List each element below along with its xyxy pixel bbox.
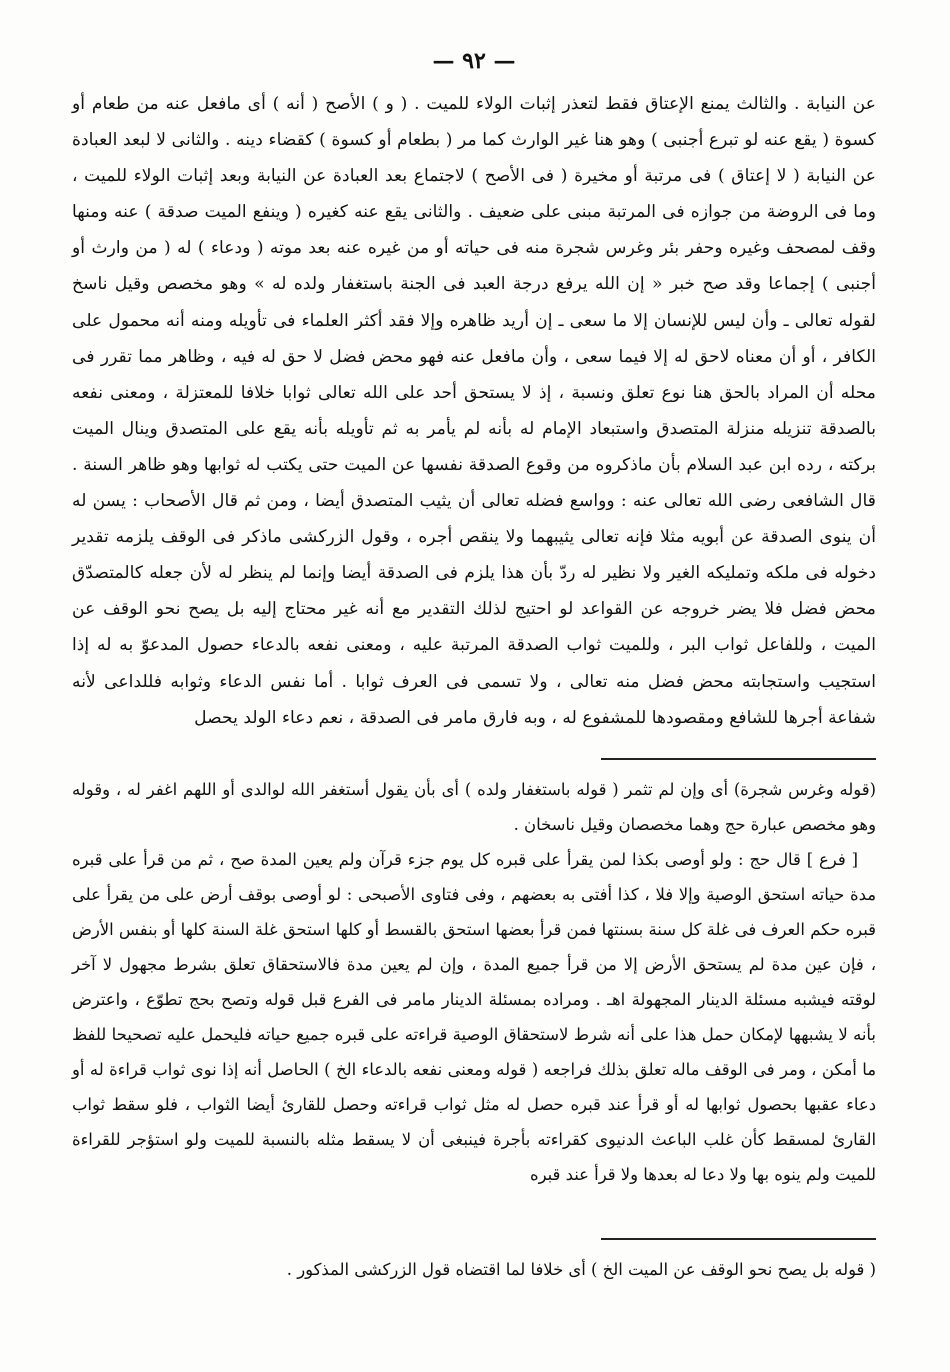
main-text (72, 86, 876, 736)
commentary-section-1 (72, 772, 876, 1192)
commentary-section-2 (72, 1252, 876, 1287)
page-number: — ٩٢ — (432, 48, 516, 74)
footnote-separator (601, 758, 876, 760)
main-paragraph: عن النيابة . والثالث يمنع الإعتاق فقط لتعذر إثبات الولاء للميت . ( و ) الأصح ( أنه ) أى مافعل عنه من طعام أو كسوة ( يقع عنه لو تبرع أجنبى ) وهو هنا غير الوارث كما مر ( بطعام أو كسوة ) كقضاء دينه . والثانى لا لبعد العبادة عن النيابة ( لا إعتاق ) فى مرتبة أو مخيرة ( فى الأصح ) لاجتماع بعد العبادة عن النيابة وبعد إثبات الولاء للميت ، وما فى الروضة من جوازه فى المرتبة مبنى على ضعيف . والثانى يقع عنه كغيره ( وينفع الميت صدقة ) عنه ومنها وقف لمصحف وغيره وحفر بئر وغرس شجرة منه فى حياته أو من غيره عنه بعد موته ( ودعاء ) له ( من وارث أو أجنبى ) إجماعا وقد صح خبر « إن الله يرفع درجة العبد فى الجنة باستغفار ولده له » وهو مخصص وقيل ناسخ لقوله تعالى ـ وأن ليس للإنسان إلا ما سعى ـ إن أريد ظاهره وإلا فقد أكثر العلماء فى تأويله ومنه أنه محمول على الكافر ، أو أن معناه لاحق له إلا فيما سعى ، وأن مافعل عنه فهو محض فضل لا حق له فيه ، وظاهر مما تقرر فى محله أن المراد بالحق هنا نوع تعلق ونسبة ، إذ لا يستحق أحد على الله تعالى ثوابا خلافا للمعتزلة ، ومعنى نفعه بالصدقة تنزيله منزلة المتصدق واستبعاد الإمام له بأنه لم يأمر به ثم تأويله بأنه يقع على المتصدق وينال الميت بركته ، رده ابن عبد السلام بأن ماذكروه من وقوع الصدقة نفسها عن الميت حتى يكتب له ثوابها وهو ظاهر السنة . قال الشافعى رضى الله تعالى عنه : وواسع فضله تعالى أن يثيب المتصدق أيضا ، ومن ثم قال الأصحاب : يسن له أن ينوى الصدقة عن أبويه مثلا فإنه تعالى يثيبهما ولا ينقص أجره ، وقول الزركشى ماذكر فى الوقف يلزمه تقدير دخوله فى ملكه وتمليكه الغير ولا نظير له ردّ بأن هذا يلزم فى الصدقة أيضا وإنما لم ينظر له لأن جعله كالمتصدّق محض فضل فلا يضر خروجه عن القواعد لو احتيج لذلك التقدير مع أنه غير محتاج إليه بل يصح نحو الوقف عن الميت ، وللفاعل ثواب البر ، وللميت ثواب الصدقة المرتبة عليه ، ومعنى نفعه بالدعاء حصول المدعوّ به له إذا استجيب واستجابته محض فضل منه تعالى ، ولا تسمى فى العرف ثوابا . أما نفس الدعاء وثوابه فللداعى لأنه شفاعة أجرها للشافع ومقصودها للمشفوع له ، وبه فارق مامر فى الصدقة ، نعم دعاء الولد يحصل (72, 94, 876, 728)
commentary-paragraph: [ فرع ] قال حج : ولو أوصى بكذا لمن يقرأ على قبره كل يوم جزء قرآن ولم يعين المدة صح ، ثم من قرأ على قبره مدة حياته استحق الوصية وإلا فلا ، كذا أفتى به بعضهم ، وفى فتاوى الأصبحى : لو أوصى بوقف أرض على من يقرأ على قبره حكم العرف فى غلة كل سنة بسنتها فمن قرأ بعضها استحق بالقسط أو كلها استحق غلة السنة كلها أو بنفس الأرض ، فإن عين مدة لم يستحق الأرض إلا من قرأ جميع المدة ، وإن لم يعين مدة فالاستحقاق تعلق بشرط مجهول لا آخر لوقته فيشبه مسئلة الدينار المجهولة اهـ . ومراده بمسئلة الدينار مامر فى الفرع قبل قوله وتصح بحج تطوّع ، واعترض بأنه لا يشبهها لإمكان حمل هذا على أنه شرط لاستحقاق الوصية قراءته على قبره جميع حياته فليحمل عليه تصحيحا للفظ ما أمكن ، ومر فى الوقف ماله تعلق بذلك فراجعه ( قوله ومعنى نفعه بالدعاء الخ ) الحاصل أنه إذا نوى ثواب قراءة له أو دعاء عقبها بحصول ثوابها له أو قرأ عند قبره حصل له مثل ثواب قراءته وحصل للقارئ أيضا الثواب ، فلو سقط ثواب القارئ لمسقط كأن غلب الباعث الدنيوى كقراءته بأجرة فينبغى أن لا يسقط مثله بالنسبة للميت ولو استؤجر للقراءة للميت ولم ينوه بها ولا دعا له بعدها ولا قرأ عند قبره (72, 849, 876, 1184)
commentary-paragraph: (قوله وغرس شجرة) أى وإن لم تثمر ( قوله باستغفار ولده ) أى بأن يقول أستغفر الله لوالدى أو اللهم اغفر له ، وقوله وهو مخصص عبارة حج وهما مخصصان وقيل ناسخان . (72, 779, 876, 834)
commentary-paragraph: ( قوله بل يصح نحو الوقف عن الميت الخ ) أى خلافا لما اقتضاه قول الزركشى المذكور . (286, 1259, 876, 1279)
footnote-separator (601, 1238, 876, 1240)
